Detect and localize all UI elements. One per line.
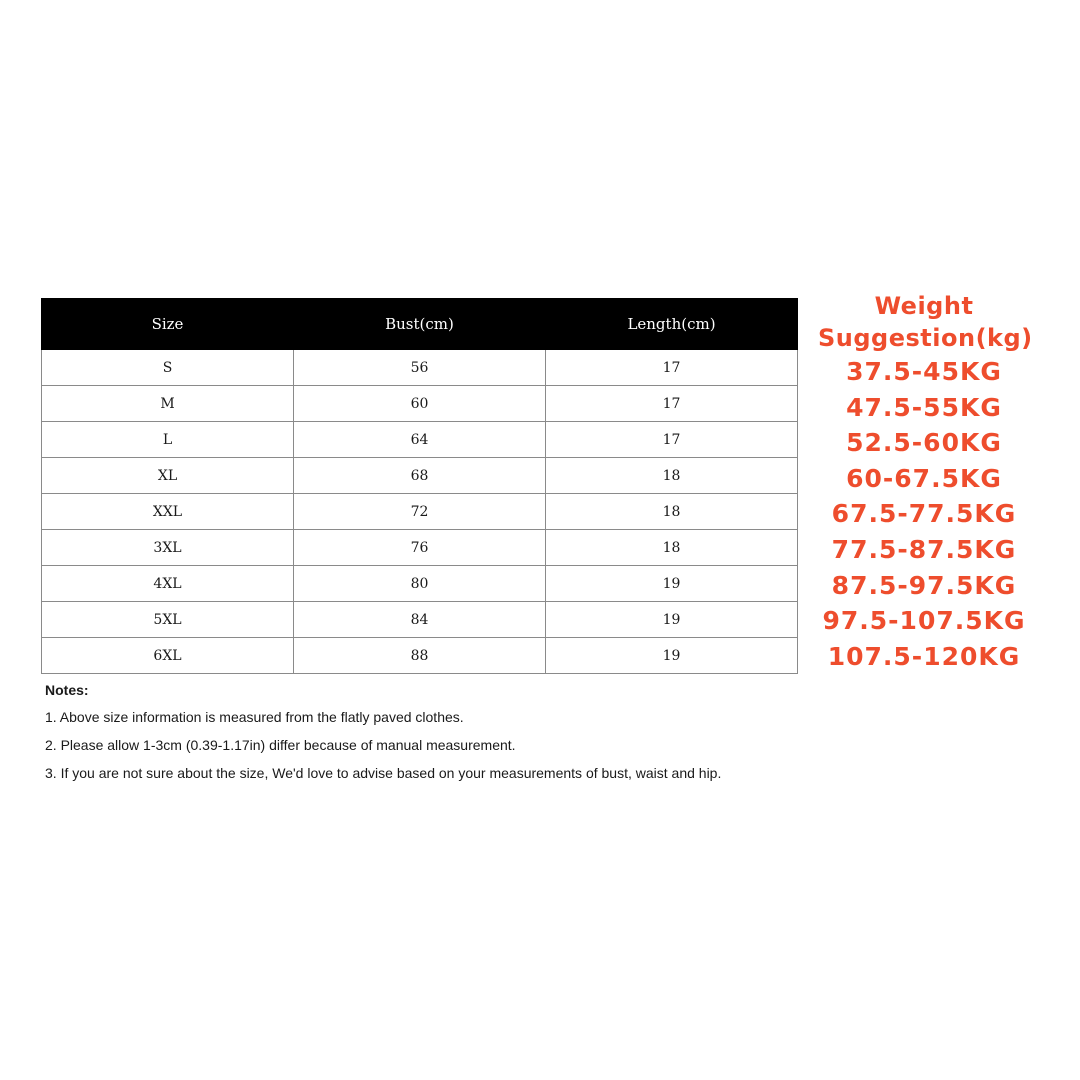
- note-item: 1. Above size information is measured from the flatly paved clothes.: [45, 709, 464, 725]
- size-cell: 4XL: [42, 566, 294, 602]
- weight-suggestion-title-line2: Suggestion(kg): [818, 324, 1033, 352]
- table-row: [42, 458, 798, 494]
- length-cell: 18: [546, 530, 798, 566]
- table-header-row: [42, 299, 798, 350]
- bust-cell: 72: [294, 494, 546, 530]
- table-row: [42, 350, 798, 386]
- size-cell: 6XL: [42, 638, 294, 674]
- column-header-bust: Bust(cm): [294, 299, 546, 350]
- length-cell: 17: [546, 422, 798, 458]
- size-chart-table: [41, 298, 798, 674]
- weight-range-item: 47.5-55KG: [846, 392, 1002, 422]
- size-cell: L: [42, 422, 294, 458]
- bust-cell: 76: [294, 530, 546, 566]
- column-header-size: Size: [42, 299, 294, 350]
- notes-section: [45, 681, 721, 792]
- weight-range-item: 37.5-45KG: [846, 357, 1002, 386]
- length-cell: 18: [546, 458, 798, 494]
- note-item: 3. If you are not sure about the size, We'd love to advise based on your measurements of bust, waist and hip.: [45, 765, 722, 781]
- weight-range-item: 87.5-97.5KG: [831, 570, 1017, 600]
- weight-range-item: 77.5-87.5KG: [831, 534, 1017, 564]
- size-cell: XXL: [42, 494, 294, 530]
- length-cell: 17: [546, 350, 798, 386]
- length-cell: 19: [546, 602, 798, 638]
- weight-range-item: 67.5-77.5KG: [831, 499, 1017, 529]
- size-cell: 3XL: [42, 530, 294, 566]
- bust-cell: 68: [294, 458, 546, 494]
- bust-cell: 56: [294, 350, 546, 386]
- table-row: [42, 566, 798, 602]
- bust-cell: 88: [294, 638, 546, 674]
- note-item: 2. Please allow 1-3cm (0.39-1.17in) differ because of manual measurement.: [45, 737, 516, 753]
- bust-cell: 84: [294, 602, 546, 638]
- length-cell: 17: [546, 386, 798, 422]
- table-row: [42, 494, 798, 530]
- table-row: [42, 422, 798, 458]
- bust-cell: 64: [294, 422, 546, 458]
- length-cell: 18: [546, 494, 798, 530]
- table-row: [42, 602, 798, 638]
- table-row: [42, 386, 798, 422]
- bust-cell: 80: [294, 566, 546, 602]
- size-cell: 5XL: [42, 602, 294, 638]
- column-header-length: Length(cm): [546, 299, 798, 350]
- weight-range-item: 60-67.5KG: [846, 463, 1002, 493]
- weight-range-item: 97.5-107.5KG: [822, 606, 1026, 636]
- weight-range-item: 52.5-60KG: [846, 428, 1002, 458]
- notes-title: Notes:: [45, 682, 89, 698]
- table-row: [42, 530, 798, 566]
- size-cell: M: [42, 386, 294, 422]
- weight-suggestion-title-line1: Weight: [874, 292, 974, 320]
- table-row: [42, 638, 798, 674]
- length-cell: 19: [546, 566, 798, 602]
- size-cell: XL: [42, 458, 294, 494]
- length-cell: 19: [546, 638, 798, 674]
- size-cell: S: [42, 350, 294, 386]
- bust-cell: 60: [294, 386, 546, 422]
- weight-range-item: 107.5-120KG: [827, 641, 1021, 671]
- weight-suggestion-panel: [818, 290, 1033, 674]
